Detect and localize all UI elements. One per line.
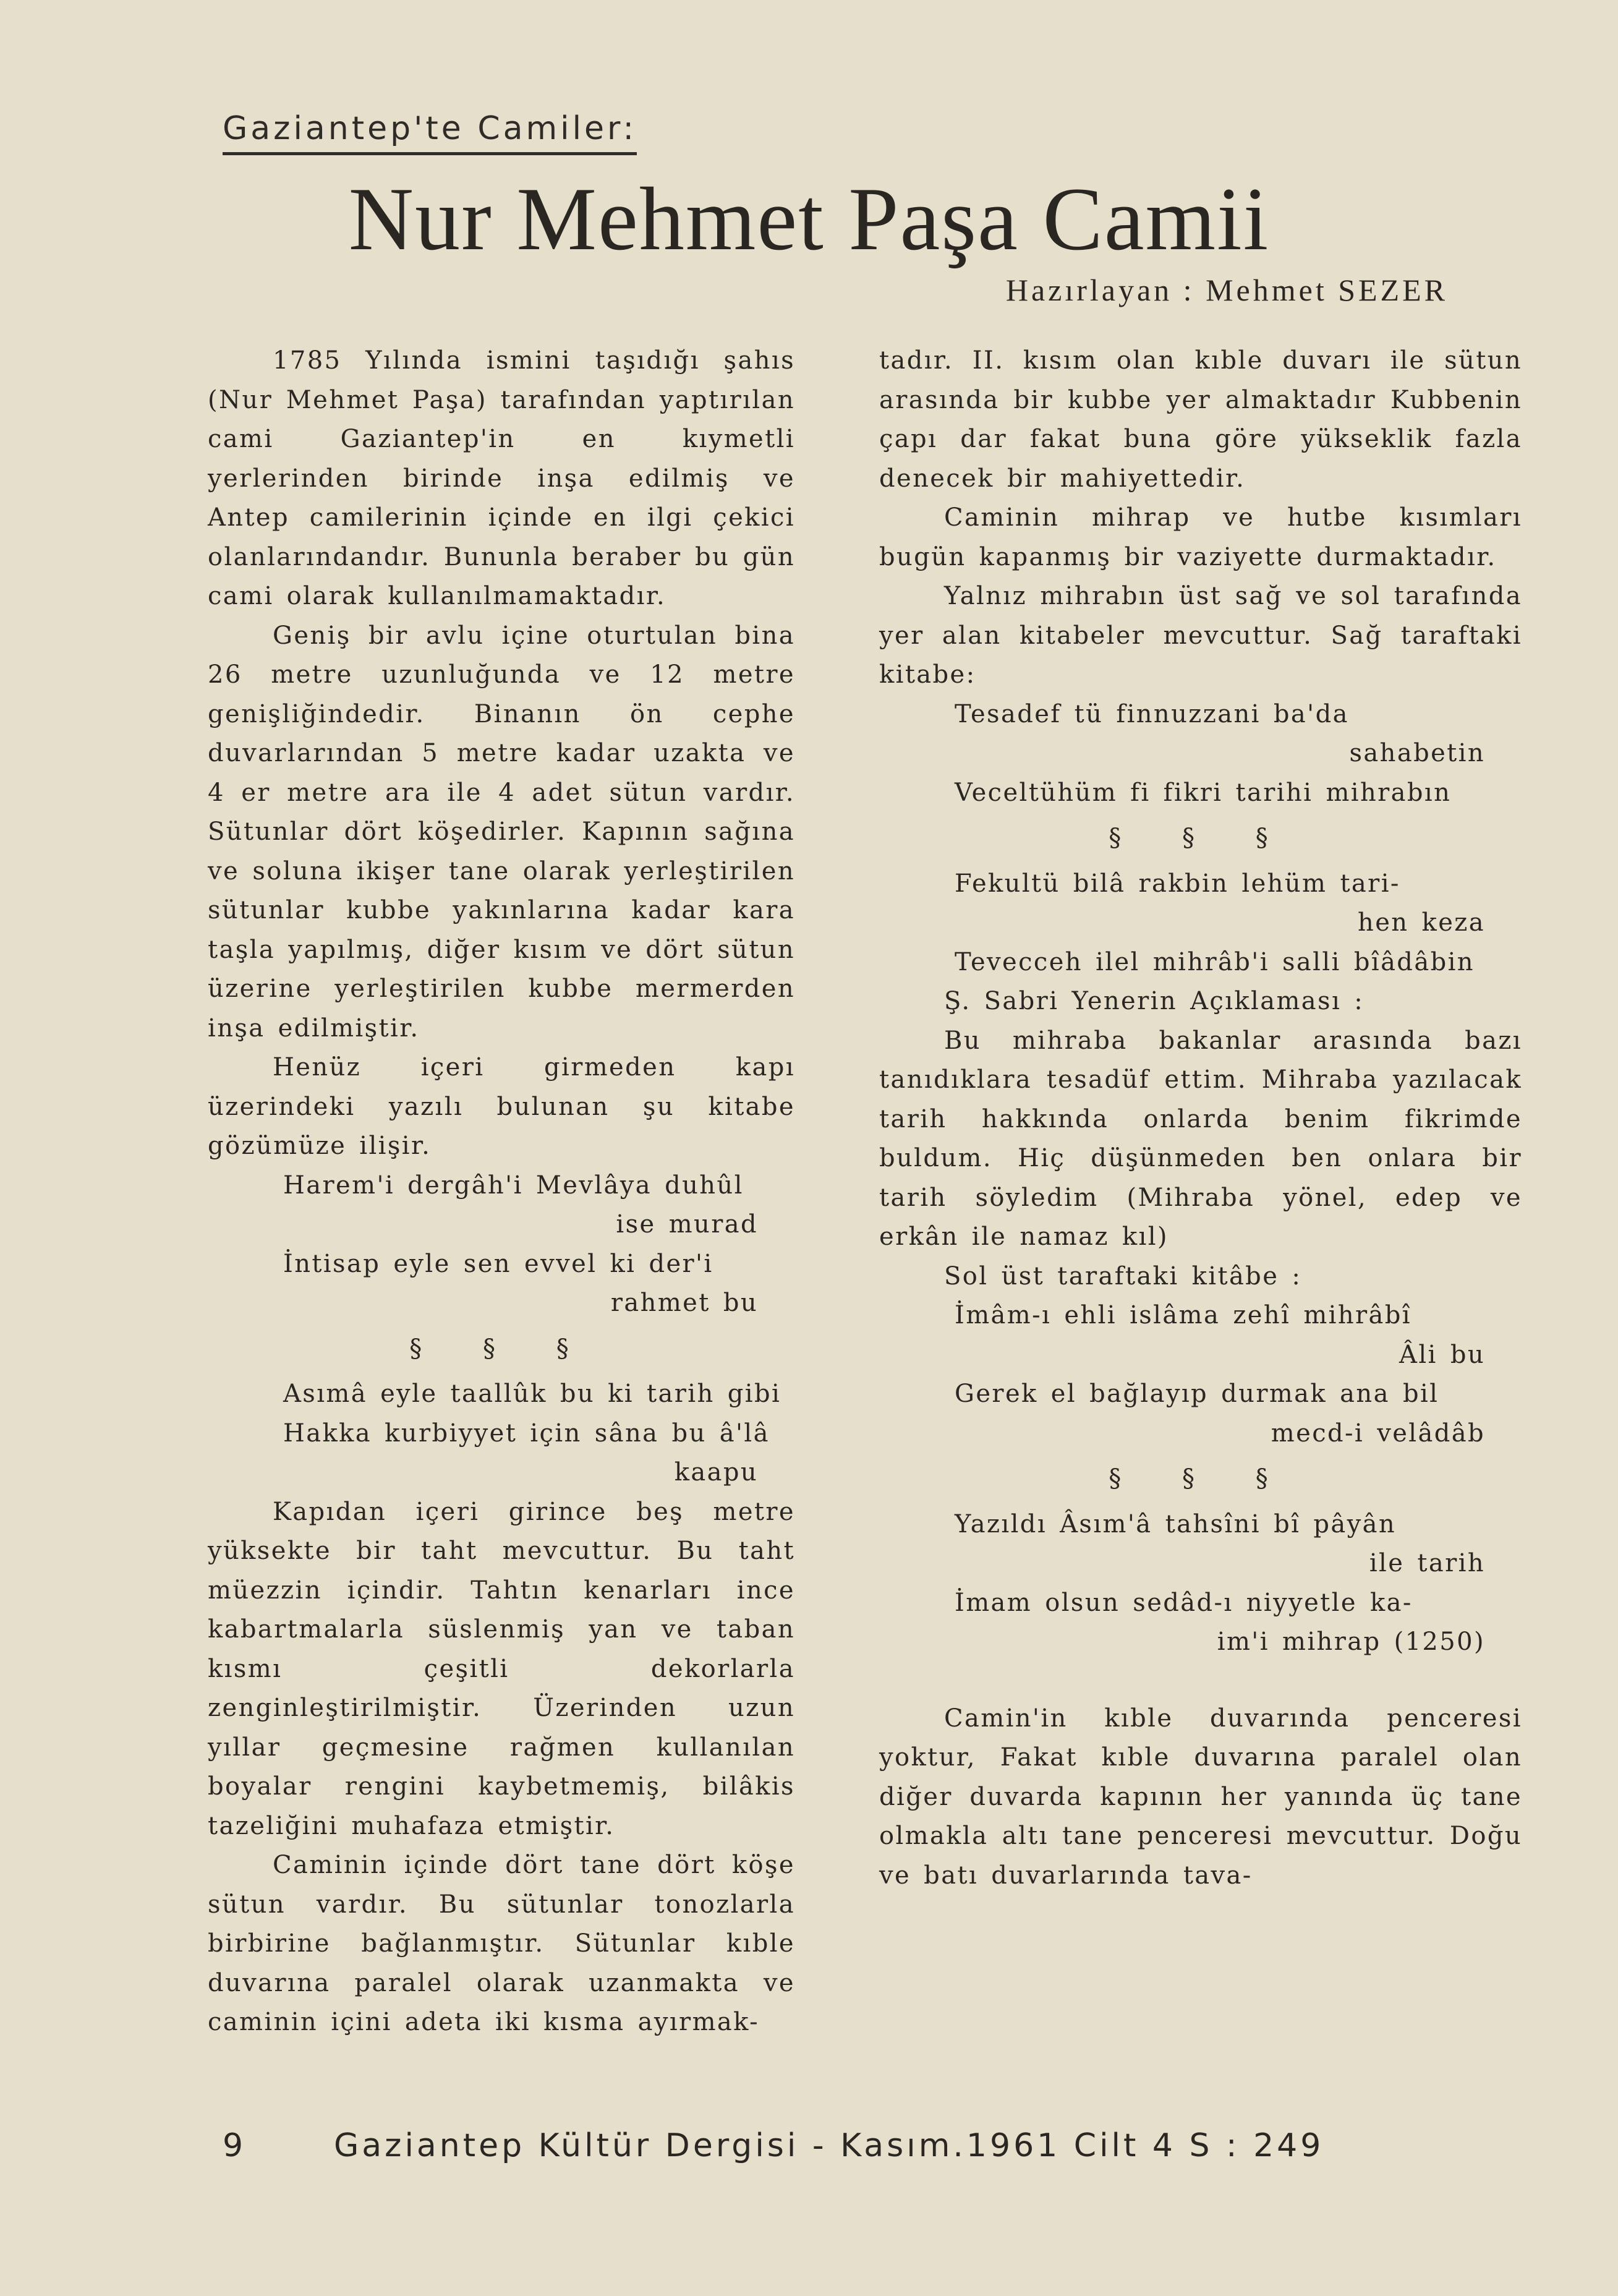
inscription-verse [208, 1166, 795, 1323]
verse-line: Gerek el bağlayıp durmak ana bil [955, 1380, 1439, 1408]
paragraph: Ş. Sabri Yenerin Açıklaması : [944, 987, 1365, 1015]
verse-line: Fekultü bilâ rakbin lehüm tari- [955, 869, 1400, 898]
verse-line: İmâm-ı ehli islâma zehî mihrâbî [955, 1301, 1411, 1329]
verse-line: kaapu [674, 1458, 758, 1487]
paragraph: Kapıdan içeri girince beş metre yüksekte bir taht mevcuttur. Bu taht müezzin içindir. Tahtın kenarları ince kabartmalarla süslenmiş yan ve taban kısmı çeşitli dekorlarla zenginleştirilmiştir. Üzerinden uzun yıllar geçmesine rağmen kullanılan boyalar rengini kaybetmemiş, bilâkis tazeliğini muhafaza etmiştir. [208, 1497, 795, 1840]
section-separator: § § § [409, 1334, 594, 1363]
page-number: 9 [223, 2127, 247, 2164]
inscription-verse [879, 1505, 1522, 1662]
section-separator: § § § [1109, 824, 1293, 852]
paragraph: Camin'in kıble duvarında penceresi yoktur, Fakat kıble duvarına paralel olan diğer duvarda kapının her yanında üç tane olmakla altı tane penceresi mevcuttur. Doğu ve batı duvarlarında tava- [879, 1704, 1522, 1890]
paragraph: Caminin içinde dört tane dört köşe sütun vardır. Bu sütunlar tonozlarla birbirine bağlanmıştır. Sütunlar kıble duvarına paralel olarak uzanmakta ve caminin içini adeta iki kısma ayırmak- [208, 1851, 795, 2036]
author-line: Hazırlayan : Mehmet SEZER [1005, 273, 1448, 307]
verse-line: rahmet bu [610, 1289, 758, 1317]
verse-line: ile tarih [1369, 1549, 1485, 1577]
verse-line: İntisap eyle sen evvel ki der'i [283, 1249, 713, 1278]
paragraph: 1785 Yılında ismini taşıdığı şahıs (Nur Mehmet Paşa) tarafından yaptırılan cami Gaziantep'in en kıymetli yerlerinden birinde inşa edilmiş ve Antep camilerinin içinde en ilgi çekici olanlarındandır. Bununla beraber bu gün cami olarak kullanılmamaktadır. [208, 346, 795, 610]
verse-line: sahabetin [1349, 739, 1485, 767]
verse-line: Asımâ eyle taallûk bu ki tarih gibi [283, 1380, 781, 1408]
journal-citation: Gaziantep Kültür Dergisi - Kasım.1961 Cilt 4 S : 249 [334, 2127, 1324, 2164]
verse-line: Tevecceh ilel mihrâb'i salli bîâdâbin [955, 947, 1475, 976]
verse-line: ise murad [616, 1210, 758, 1239]
verse-line: hen keza [1358, 908, 1485, 937]
verse-line: Harem'i dergâh'i Mevlâya duhûl [283, 1171, 744, 1200]
inscription-verse [879, 864, 1522, 983]
paragraph: Bu mihraba bakanlar arasında bazı tanıdıklara tesadüf ettim. Mihraba yazılacak tarih hakkında onlarda benim fikrimde buldum. Hiç düşünmeden ben onlara bir tarih söyledim (Mihraba yönel, edep ve erkân ile namaz kıl) [879, 1026, 1522, 1251]
verse-line: Veceltühüm fi fikri tarihi mihrabın [955, 778, 1452, 807]
paragraph: tadır. II. kısım olan kıble duvarı ile sütun arasında bir kubbe yer almaktadır Kubbenin çapı dar fakat buna göre yükseklik fazla denecek bir mahiyettedir. [879, 346, 1522, 493]
paragraph: Yalnız mihrabın üst sağ ve sol tarafında yer alan kitabeler mevcuttur. Sağ taraftaki kitabe: [879, 582, 1522, 689]
verse-line: Yazıldı Âsım'â tahsîni bî pâyân [955, 1509, 1397, 1538]
article-title: Nur Mehmet Paşa Camii [348, 169, 1270, 269]
series-heading: Gaziantep'te Camiler: [223, 110, 637, 155]
verse-line: Âli bu [1399, 1340, 1485, 1369]
spacer [879, 1662, 1522, 1699]
paragraph: Caminin mihrap ve hutbe kısımları bugün kapanmış bir vaziyette durmaktadır. [879, 503, 1522, 571]
inscription-verse [208, 1375, 795, 1493]
verse-line: Tesadef tü finnuzzani ba'da [955, 699, 1349, 728]
verse-line: Hakka kurbiyyet için sâna bu â'lâ [283, 1419, 770, 1448]
inscription-verse [879, 1296, 1522, 1453]
paragraph: Henüz içeri girmeden kapı üzerindeki yazılı bulunan şu kitabe gözümüze ilişir. [208, 1053, 795, 1160]
verse-line: mecd-i velâdâb [1271, 1419, 1485, 1448]
paragraph: Sol üst taraftaki kitâbe : [944, 1261, 1302, 1291]
inscription-verse [879, 695, 1522, 813]
page-footer [223, 2127, 1509, 2164]
left-column [208, 341, 795, 2042]
right-column [879, 341, 1522, 1895]
verse-line: im'i mihrap (1250) [1217, 1628, 1485, 1656]
section-separator: § § § [1109, 1464, 1293, 1493]
paragraph: Geniş bir avlu içine oturtulan bina 26 metre uzunluğunda ve 12 metre genişliğindedir. Binanın ön cephe duvarlarından 5 metre kadar uzakta ve 4 er metre ara ile 4 adet sütun vardır. Sütunlar dört köşedirler. Kapının sağına ve soluna ikişer tane olarak yerleştirilen sütunlar kubbe yakınlarına kadar kara taşla yapılmış, diğer kısım ve dört sütun üzerine yerleştirilen kubbe mermerden inşa edilmiştir. [208, 621, 795, 1043]
verse-line: İmam olsun sedâd-ı niyyetle ka- [955, 1588, 1413, 1617]
